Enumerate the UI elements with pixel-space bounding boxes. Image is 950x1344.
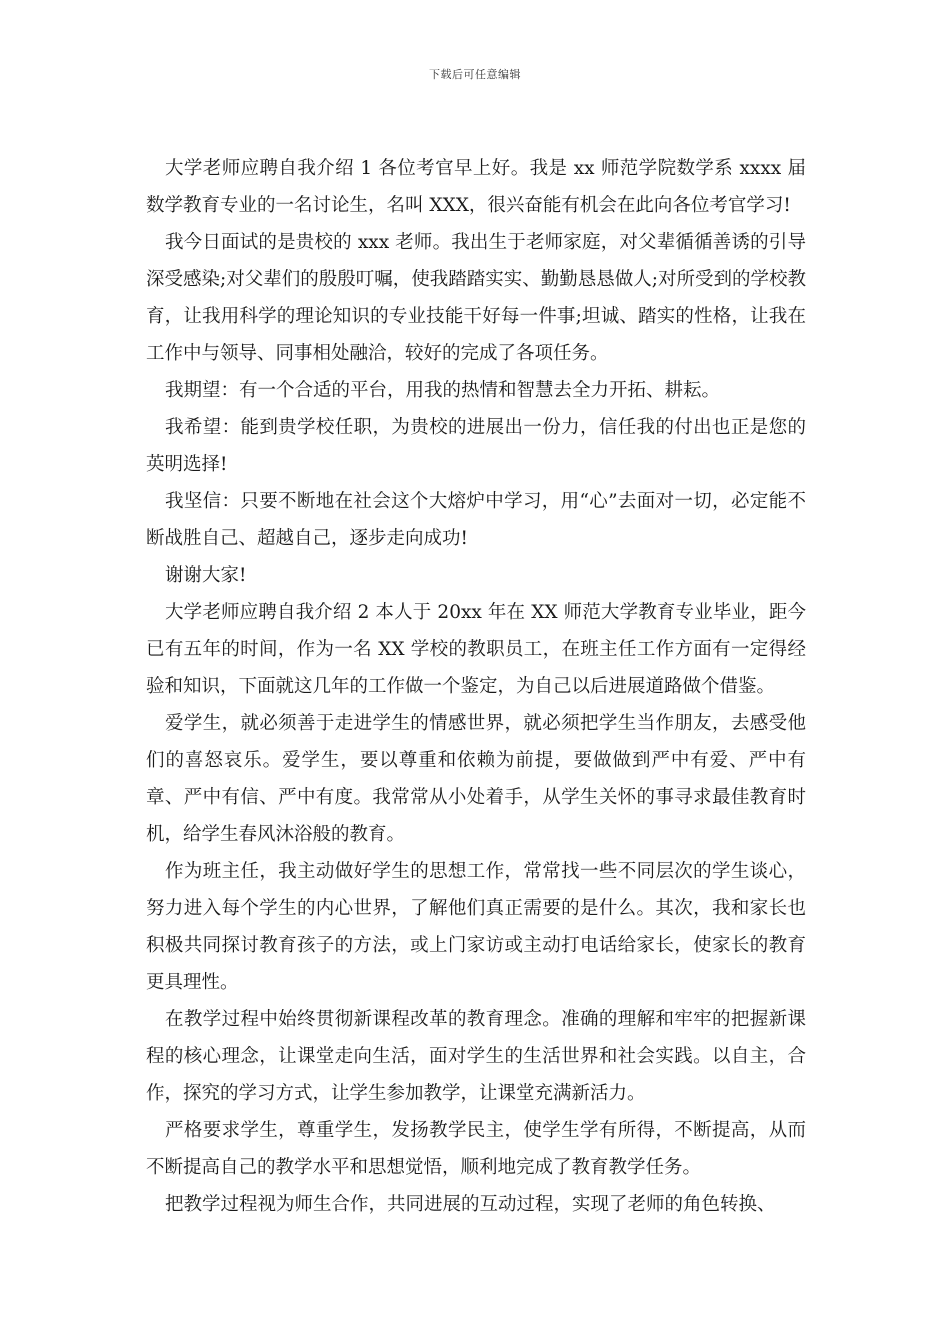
- paragraph: 我今日面试的是贵校的 xxx 老师。我出生于老师家庭，对父辈循循善诱的引导深受感染;对父辈们的殷殷叮嘱，使我踏踏实实、勤勤恳恳做人;对所受到的学校教育，让我用科学的理论知识的专业技能干好每一件事;坦诚、踏实的性格，让我在工作中与领导、同事相处融洽，较好的完成了各项任务。: [146, 232, 806, 364]
- paragraph: 谢谢大家!: [165, 565, 247, 586]
- paragraph: 大学老师应聘自我介绍 1 各位考官早上好。我是 xx 师范学院数学系 xxxx 届数学教育专业的一名讨论生，名叫 XXX，很兴奋能有机会在此向各位考官学习!: [146, 158, 806, 216]
- paragraph: 我期望：有一个合适的平台，用我的热情和智慧去全力开拓、耕耘。: [165, 380, 721, 401]
- paragraph: 我希望：能到贵学校任职，为贵校的进展出一份力，信任我的付出也正是您的英明选择!: [146, 417, 806, 475]
- paragraph: 我坚信：只要不断地在社会这个大熔炉中学习，用“心”去面对一切，必定能不断战胜自己、超越自己，逐步走向成功!: [146, 491, 806, 549]
- paragraph: 作为班主任，我主动做好学生的思想工作，常常找一些不同层次的学生谈心，努力进入每个学生的内心世界，了解他们真正需要的是什么。其次，我和家长也积极共同探讨教育孩子的方法，或上门家访或主动打电话给家长，使家长的教育更具理性。: [146, 861, 806, 993]
- paragraph: 把教学过程视为师生合作，共同进展的互动过程，实现了老师的角色转换、: [165, 1194, 776, 1215]
- paragraph: 严格要求学生，尊重学生，发扬教学民主，使学生学有所得，不断提高，从而不断提高自己的教学水平和思想觉悟，顺利地完成了教育教学任务。: [146, 1120, 806, 1178]
- paragraph: 爱学生，就必须善于走进学生的情感世界，就必须把学生当作朋友，去感受他们的喜怒哀乐。爱学生，要以尊重和依赖为前提，要做做到严中有爱、严中有章、严中有信、严中有度。我常常从小处着手，从学生关怀的事寻求最佳教育时机，给学生春风沐浴般的教育。: [146, 713, 806, 845]
- page-header: 下载后可任意编辑: [429, 68, 521, 81]
- document-body: [146, 150, 806, 1223]
- paragraph: 大学老师应聘自我介绍 2 本人于 20xx 年在 XX 师范大学教育专业毕业，距今已有五年的时间，作为一名 XX 学校的教职员工，在班主任工作方面有一定得经验和知识，下面就这几年的工作做一个鉴定，为自己以后进展道路做个借鉴。: [146, 602, 806, 697]
- paragraph: 在教学过程中始终贯彻新课程改革的教育理念。准确的理解和牢牢的把握新课程的核心理念，让课堂走向生活，面对学生的生活世界和社会实践。以自主，合作，探究的学习方式，让学生参加教学，让课堂充满新活力。: [146, 1009, 806, 1104]
